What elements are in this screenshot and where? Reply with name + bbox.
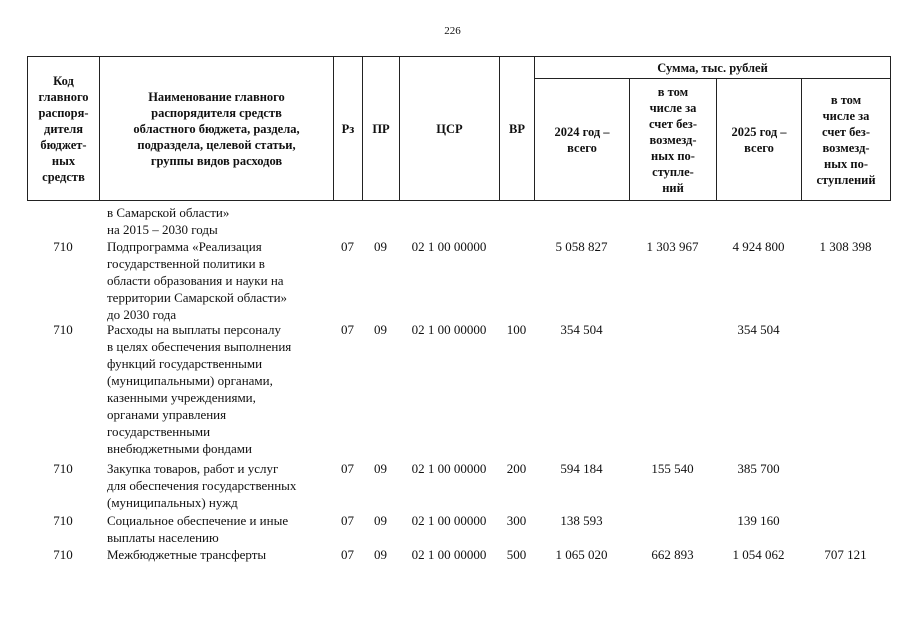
page-number: 226: [444, 25, 461, 37]
row-name-line: области образования и науки на: [107, 273, 284, 288]
row-name-line: функций государственными: [107, 356, 263, 371]
row-2024-total: 1 065 020: [555, 547, 608, 562]
row-code: 710: [53, 322, 73, 337]
table-header: [27, 56, 891, 201]
header-pr: ПР: [363, 57, 400, 201]
header-text-line: распоря-: [38, 105, 89, 120]
row-name-line: (муниципальных) нужд: [107, 495, 238, 510]
row-2025-total: 1 054 062: [732, 547, 785, 562]
row-name-line: казенными учреждениями,: [107, 390, 256, 405]
row-name-line: в целях обеспечения выполнения: [107, 339, 292, 354]
row-name-line: Расходы на выплаты персоналу: [107, 322, 282, 337]
row-2025-gratuitous: 1 308 398: [819, 239, 872, 254]
header-text-line: ных по-: [824, 156, 868, 171]
header-text-line: дителя: [44, 121, 83, 136]
row-rz: 07: [341, 547, 354, 562]
row-2025-total: 385 700: [737, 461, 780, 476]
header-text-line: средств: [42, 169, 85, 184]
header-vr: ВР: [500, 57, 535, 201]
header-csr: ЦСР: [400, 57, 500, 201]
table-row: [27, 238, 890, 323]
row-csr: 02 1 00 00000: [411, 239, 487, 254]
row-name: [107, 204, 332, 238]
header-text-line: Код: [53, 73, 74, 88]
row-pr: 09: [374, 239, 387, 254]
row-rz: 07: [341, 513, 354, 528]
row-rz: 07: [341, 322, 354, 337]
row-name: [107, 546, 332, 563]
row-2024-total: 138 593: [560, 513, 603, 528]
table-row: [27, 321, 890, 457]
header-text-line: бюджет-: [40, 137, 87, 152]
header-text-line: всего: [567, 140, 597, 155]
header-text-line: группы видов расходов: [150, 153, 283, 168]
row-code: 710: [53, 513, 73, 528]
header-2025-total: [717, 79, 802, 201]
row-2025-total: 354 504: [737, 322, 780, 337]
row-name-line: Закупка товаров, работ и услуг: [107, 461, 279, 476]
table-row: [27, 204, 890, 238]
table-row: [27, 460, 890, 511]
row-name-line: внебюджетными фондами: [107, 441, 252, 456]
row-code: 710: [53, 239, 73, 254]
row-name-line: государственной политики в: [107, 256, 265, 271]
header-text-line: в том: [657, 84, 689, 99]
header-text-line: всего: [744, 140, 774, 155]
header-text-line: числе за: [822, 108, 870, 123]
row-name-line: органами управления: [107, 407, 227, 422]
row-csr: 02 1 00 00000: [411, 513, 487, 528]
header-text-line: счет без-: [822, 124, 870, 139]
header-text-line: ных по-: [651, 148, 695, 163]
row-vr: 200: [506, 461, 527, 476]
header-text-line: числе за: [649, 100, 697, 115]
row-pr: 09: [374, 513, 387, 528]
row-2024-total: 354 504: [560, 322, 603, 337]
row-pr: 09: [374, 322, 387, 337]
header-text-line: ных: [51, 153, 76, 168]
header-text-line: возмезд-: [822, 140, 870, 155]
row-2025-total: 139 160: [737, 513, 780, 528]
row-name-line: в Самарской области»: [107, 205, 230, 220]
header-2024-gratuitous: [630, 79, 717, 201]
header-code: [28, 57, 100, 201]
row-name-line: территории Самарской области»: [107, 290, 288, 305]
row-name-line: выплаты населению: [107, 530, 219, 545]
header-text-line: 2025 год –: [731, 124, 787, 139]
header-name: [100, 57, 334, 201]
row-csr: 02 1 00 00000: [411, 461, 487, 476]
row-pr: 09: [374, 547, 387, 562]
header-2024-total: [535, 79, 630, 201]
header-text-line: распорядителя средств: [151, 105, 282, 120]
header-sum-title: Сумма, тыс. рублей: [535, 57, 891, 79]
row-vr: 300: [506, 513, 527, 528]
row-name: [107, 238, 332, 323]
row-rz: 07: [341, 461, 354, 476]
header-text-line: 2024 год –: [554, 124, 610, 139]
row-csr: 02 1 00 00000: [411, 322, 487, 337]
header-text-line: Наименование главного: [148, 89, 285, 104]
row-name: [107, 460, 332, 511]
header-text-line: в том: [830, 92, 862, 107]
row-name-line: Социальное обеспечение и иные: [107, 513, 289, 528]
row-csr: 02 1 00 00000: [411, 547, 487, 562]
row-2024-gratuitous: 1 303 967: [646, 239, 699, 254]
header-text-line: подраздела, целевой статьи,: [137, 137, 296, 152]
row-2024-total: 5 058 827: [555, 239, 608, 254]
row-vr: 100: [506, 322, 527, 337]
header-text-line: главного: [38, 89, 89, 104]
row-name-line: Подпрограмма «Реализация: [107, 239, 262, 254]
row-name-line: до 2030 года: [107, 307, 177, 322]
row-2024-gratuitous: 155 540: [651, 461, 694, 476]
header-text-line: возмезд-: [649, 132, 697, 147]
row-code: 710: [53, 461, 73, 476]
row-name: [107, 321, 332, 457]
row-2024-gratuitous: 662 893: [651, 547, 694, 562]
row-rz: 07: [341, 239, 354, 254]
header-text-line: счет без-: [649, 116, 697, 131]
table-row: [27, 546, 890, 563]
row-code: 710: [53, 547, 73, 562]
row-name-line: на 2015 – 2030 годы: [107, 222, 218, 237]
row-name-line: для обеспечения государственных: [107, 478, 297, 493]
header-text-line: ступле-: [652, 164, 694, 179]
row-pr: 09: [374, 461, 387, 476]
row-name-line: Межбюджетные трансферты: [107, 547, 267, 562]
row-2025-total: 4 924 800: [732, 239, 785, 254]
header-text-line: ступлений: [816, 172, 876, 187]
header-2025-gratuitous: [802, 79, 891, 201]
header-rz: Рз: [334, 57, 363, 201]
row-name: [107, 512, 332, 546]
row-2025-gratuitous: 707 121: [824, 547, 867, 562]
row-vr: 500: [506, 547, 527, 562]
table-row: [27, 512, 890, 546]
row-name-line: государственными: [107, 424, 211, 439]
row-name-line: (муниципальными) органами,: [107, 373, 273, 388]
header-text-line: ний: [662, 180, 684, 195]
row-2024-total: 594 184: [560, 461, 603, 476]
header-text-line: областного бюджета, раздела,: [133, 121, 300, 136]
